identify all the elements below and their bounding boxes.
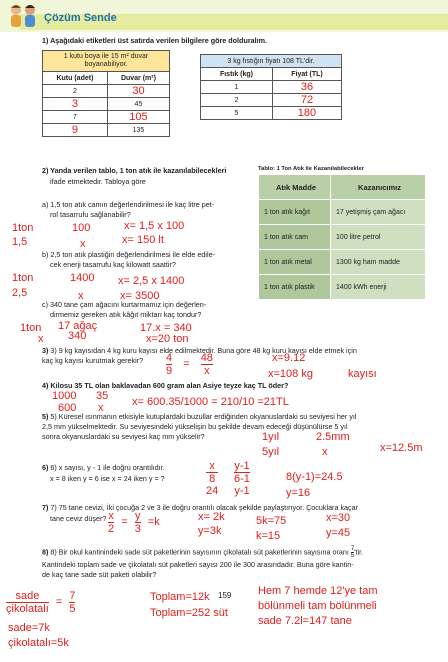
q2a-text-1: a) 1,5 ton atık camın değerlendirilmesi ile kaç litre pet- (42, 200, 215, 209)
cell: 135 (107, 124, 169, 137)
handwriting: 100 (72, 222, 91, 234)
handwriting: x (98, 402, 104, 414)
q2-text-1: 2) Yanda verilen tablo, 1 ton atık ile kazanılabilecekleri (42, 166, 227, 175)
cell: 1 ton atık kağıt (259, 200, 331, 225)
handwriting: Toplam=12k (150, 591, 210, 603)
q2a-text-2: rol tasarrufu sağlanabilir? (50, 210, 131, 219)
handwriting: 35 (96, 390, 109, 402)
cell: 5 (201, 107, 273, 120)
q7-text-2: tane ceviz düşer? (50, 514, 107, 523)
cell: 7 (43, 111, 108, 124)
q2b-text-2: cek enerji tasarrufu kaç kilowatt saattir? (50, 260, 176, 269)
handwriting: 5yıl (262, 446, 280, 458)
column-header: Kutu (adet) (43, 72, 108, 85)
cell: 1 ton atık metal (259, 250, 331, 275)
q8-text-1: 8) 8) Bir okul kantinindeki sade süt paketlerinin sayısının çikolatalı süt paketlerinin sayısına oranı $\frac{7}{5}$ 'tir. (42, 546, 364, 559)
handwriting: 1400 (70, 272, 95, 284)
handwriting-fraction: y-1 6-1 y-1 (234, 460, 250, 497)
handwriting: y=16 (286, 487, 311, 499)
q7-text-1: 7) 7) 75 tane cevizi, İki çocuğa 2 ve 3 ile doğru orantılı olacak şekilde paylaştırıyor. Çocuklara kaçar (42, 503, 359, 512)
cell: 180 (272, 107, 341, 120)
handwriting: 17 ağaç (58, 320, 98, 332)
handwriting: Hem 7 hemde 12'ye tam (258, 585, 378, 597)
handwriting: 1ton (12, 222, 34, 234)
handwriting-fraction: $\frac{4}{9}$ = $\frac{48}{x}$ (166, 352, 213, 377)
cell: 1 ton atık cam (259, 225, 331, 250)
q2c-text-2: dirmemiz gereken atık kâğıt miktarı kaç tondur? (50, 310, 202, 319)
handwriting: 17.x = 340 (140, 322, 192, 334)
handwriting: 8(y-1)=24.5 (286, 471, 343, 483)
q1-table-1 (42, 50, 170, 137)
handwriting: x=12.5m (380, 442, 423, 454)
handwriting: bölünmeli tam bölünmeli (258, 600, 377, 612)
q1-text: 1) Aşağıdaki etiketleri üst satırda verilen bilgilere göre dolduralım. (42, 36, 268, 45)
handwriting: 5k=75 (256, 515, 287, 527)
cell: 2 (43, 85, 108, 98)
page-number: 159 (218, 591, 232, 600)
cell: 36 (272, 81, 341, 94)
handwriting: çikolatalı=5k (8, 637, 69, 649)
handwriting: 340 (68, 330, 87, 342)
children-icon (6, 2, 40, 30)
cell: 105 (107, 111, 169, 124)
cell: 72 (272, 94, 341, 107)
handwriting: 600 (58, 402, 77, 414)
handwriting: x (80, 238, 86, 250)
handwriting: x= 150 lt (122, 234, 164, 246)
handwriting: x=30 (326, 512, 351, 524)
table-caption: 3 kg fıstığın fiyatı 108 TL'dir. (201, 55, 342, 68)
q5-text-3: sonra okyanuslardaki su seviyesi kaç mm yükselir? (42, 432, 205, 441)
q8-text-2: Kantindeki toplam sade ve çikolatalı süt paketleri sayısı 200 ile 300 arasındadır. Buna göre kantin- (42, 560, 354, 569)
cell: 1 ton atık plastik (259, 275, 331, 300)
handwriting: 1ton (20, 322, 42, 334)
handwriting: x= 2k (198, 511, 225, 523)
q2-waste-table (258, 174, 426, 300)
handwriting: x (78, 290, 84, 302)
handwriting: k=15 (256, 530, 281, 542)
cell: 3 (43, 98, 108, 111)
handwriting: 1,5 (12, 236, 28, 248)
cell: 100 litre petrol (331, 225, 426, 250)
handwriting: sade 7.2l=147 tane (258, 615, 352, 627)
handwriting: 1ton (12, 272, 34, 284)
q4-text: 4) Kilosu 35 TL olan baklavadan 600 gram alan Asiye teyze kaç TL öder? (42, 381, 289, 390)
handwriting: sade=7k (8, 622, 50, 634)
handwriting: x=20 ton (146, 333, 189, 345)
cell: 1400 kWh enerji (331, 275, 426, 300)
handwriting: 2,5 (12, 287, 28, 299)
handwriting-fraction: x 8 24 (206, 460, 219, 497)
column-header: Kazanıcımız (331, 175, 426, 200)
q2-text-2: ifade etmektedir. Tabloya göre (50, 177, 146, 186)
column-header: Fiyat (TL) (272, 68, 341, 81)
handwriting: 1000 (52, 390, 77, 402)
handwriting: x (38, 333, 44, 345)
handwriting: 2.5mm (316, 431, 350, 443)
section-title: Çözüm Sende (44, 12, 117, 24)
handwriting: x=9.12 (272, 352, 306, 364)
handwriting: 1yıl (262, 431, 280, 443)
handwriting: y=3k (198, 525, 222, 537)
handwriting: x= 2,5 x 1400 (118, 275, 185, 287)
q5-text-2: 2,5 mm yükselmektedir. Su seviyesindeki yükselişin bu şekilde devam edeceği düşünülürse 5 yıl (42, 422, 348, 431)
header-bar (0, 0, 448, 32)
q2c-text-1: c) 340 tane çam ağacını kurtarmamız için değerlen- (42, 300, 207, 309)
q1-table-2 (200, 54, 342, 120)
handwriting: x=108 kg (268, 368, 313, 380)
q5-text-1: 5) 5) Küresel ısınmanın etkisiyle kutuplardaki buzullar erdiğinden okyanuslardaki su seviyesi her yıl (42, 412, 357, 421)
q8-text-3: de kaç tane sade süt paketi olabilir? (42, 570, 157, 579)
cell: 17 yetişmiş çam ağacı (331, 200, 426, 225)
column-header: Atık Madde (259, 175, 331, 200)
cell: 45 (107, 98, 169, 111)
q6-text-1: 6) 6) x sayısı, y - 1 ile doğru orantılıdır. (42, 463, 165, 472)
column-header: Fıstık (kg) (201, 68, 273, 81)
handwriting: x= 1,5 x 100 (124, 220, 185, 232)
handwriting-fraction: $\frac{\text{sade}}{\text{çikolatalı}}$ = $\frac{7}{5}$ (6, 590, 76, 615)
column-header: Duvar (m²) (107, 72, 169, 85)
cell: 2 (201, 94, 273, 107)
handwriting-fraction: $\frac{x}{2}$ = $\frac{y}{3}$ =k (108, 510, 160, 535)
q3-text-1: 3) 3) 9 kg kayısıdan 4 kg kuru kayısı elde edilmektedir. Buna göre 48 kg kuru kayısı elde etmek için (42, 346, 357, 355)
cell: 30 (107, 85, 169, 98)
cell: 9 (43, 124, 108, 137)
handwriting: y=45 (326, 527, 351, 539)
q6-text-2: x = 8 iken y = 6 ise x = 24 iken y = ? (50, 474, 165, 483)
handwriting: x (322, 446, 328, 458)
q3-text-2: kaç kg kayısı kurutmak gerekir? (42, 356, 144, 365)
handwriting: kayısı (348, 368, 377, 380)
handwriting: Toplam=252 süt (150, 607, 228, 619)
handwriting: x= 600.35/1000 = 210/10 =21TL (132, 396, 289, 408)
cell: 1300 kg ham madde (331, 250, 426, 275)
q2-table-caption: Tablo: 1 Ton Atık ile Kazanılabilecekler (258, 166, 364, 172)
handwriting: x= 3500 (120, 290, 160, 302)
cell: 1 (201, 81, 273, 94)
table-caption: 1 kutu boya ile 15 m² duvar boyanabiliyor. (43, 51, 170, 72)
q2b-text-1: b) 2,5 ton atık plastiğin değerlendirilmesi ile elde edile- (42, 250, 215, 259)
